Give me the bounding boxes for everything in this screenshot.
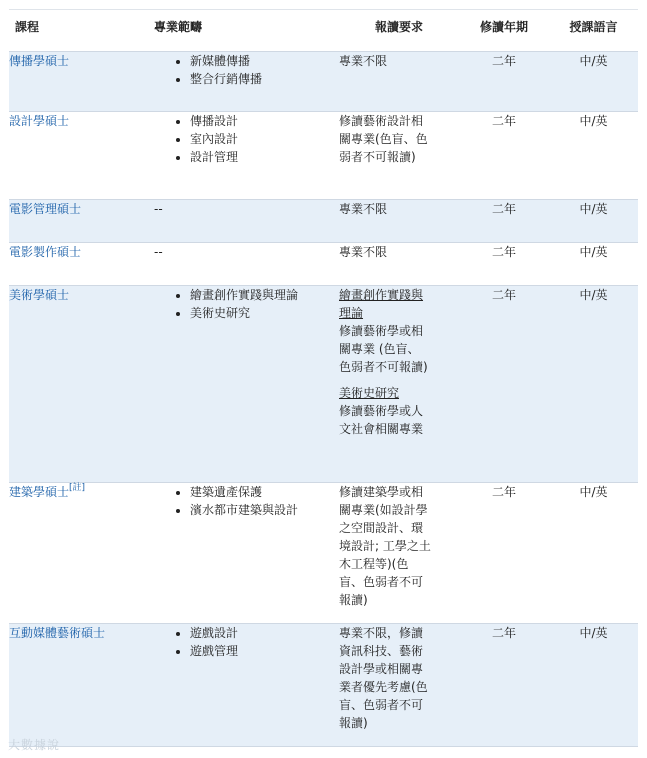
scope-cell [154,286,339,483]
years-cell: 二年 [459,286,549,483]
program-cell [9,112,154,200]
program-link-interactive-media[interactable]: 互動媒體藝術碩士 [9,626,106,640]
scope-item: • 傳播設計 [190,112,339,130]
requirements-cell [339,483,459,624]
program-cell [9,286,154,483]
requirement-text: 修讀藝術設計相關專業(色盲、色弱者不可報讀) [339,114,428,164]
language-cell: 中/英 [549,112,638,200]
scope-list [154,624,339,660]
scope-item: • 整合行銷傳播 [190,70,339,88]
program-link-film-production[interactable]: 電影製作碩士 [9,245,82,259]
program-link-film-management[interactable]: 電影管理碩士 [9,202,82,216]
requirements-cell [339,286,459,483]
requirement-text: 專業不限 [339,54,388,68]
program-cell [9,483,154,624]
requirements-cell [339,112,459,200]
scope-empty: -- [154,245,163,259]
header-row [9,10,638,52]
scope-list [154,52,339,88]
language-cell: 中/英 [549,243,638,286]
footnote-marker[interactable]: [註] [69,483,86,493]
program-cell [9,624,154,747]
program-link-fine-arts[interactable]: 美術學碩士 [9,288,70,302]
requirement-block [339,384,431,438]
requirement-text: 專業不限，修讀資訊科技、藝術設計學或相關專業者優先考慮(色盲、色弱者不可報讀) [339,626,428,730]
program-link-architecture[interactable]: 建築學碩士 [9,485,70,499]
requirement-subtitle: 美術史研究 [339,386,400,400]
requirement-text: 修讀藝術學或人文社會相關專業 [339,404,424,436]
language-cell: 中/英 [549,286,638,483]
scope-cell [154,243,339,286]
requirement-text: 修讀建築學或相關專業(如設計學之空間設計、環境設計; 工學之土木工程等)(色盲、色弱者不可報讀) [339,485,431,607]
scope-list [154,112,339,166]
header-years: 修讀年期 [459,10,549,52]
years-cell: 二年 [459,52,549,112]
requirements-cell [339,52,459,112]
years-cell: 二年 [459,200,549,243]
program-link-communication[interactable]: 傳播學碩士 [9,54,70,68]
table-row [9,112,638,200]
scope-empty: -- [154,202,163,216]
table-row [9,200,638,243]
scope-cell [154,112,339,200]
table-row [9,243,638,286]
language-cell: 中/英 [549,483,638,624]
requirements-cell [339,243,459,286]
header-program: 課程 [9,10,154,52]
requirement-block [339,286,431,376]
requirement-text: 專業不限 [339,202,388,216]
program-link-design[interactable]: 設計學碩士 [9,114,70,128]
years-cell: 二年 [459,483,549,624]
table-row [9,624,638,747]
scope-item: • 室內設計 [190,130,339,148]
requirement-subtitle: 繪畫創作實踐與理論 [339,288,424,320]
table-row [9,286,638,483]
scope-item: • 遊戲設計 [190,624,339,642]
table-row [9,52,638,112]
header-requirements: 報讀要求 [339,10,459,52]
header-scope: 專業範疇 [154,10,339,52]
header-language: 授課語言 [549,10,638,52]
program-cell [9,52,154,112]
years-cell: 二年 [459,243,549,286]
programs-table [9,9,638,747]
scope-item: • 建築遺產保護 [190,483,339,501]
program-cell [9,200,154,243]
watermark: 大數據說 [8,738,61,752]
years-cell: 二年 [459,112,549,200]
requirements-cell [339,200,459,243]
scope-item: • 繪畫創作實踐與理論 [190,286,339,304]
scope-item: • 遊戲管理 [190,642,339,660]
scope-cell [154,624,339,747]
scope-cell [154,200,339,243]
scope-item: • 美術史研究 [190,304,339,322]
scope-cell [154,52,339,112]
years-cell: 二年 [459,624,549,747]
scope-list [154,286,339,322]
scope-cell [154,483,339,624]
language-cell: 中/英 [549,52,638,112]
scope-list [154,483,339,519]
program-cell [9,243,154,286]
scope-item: • 新媒體傳播 [190,52,339,70]
table-row [9,483,638,624]
language-cell: 中/英 [549,624,638,747]
scope-item: • 設計管理 [190,148,339,166]
requirement-gap [339,376,459,384]
requirement-text: 修讀藝術學或相關專業 (色盲、色弱者不可報讀) [339,324,428,374]
requirement-text: 專業不限 [339,245,388,259]
requirements-cell [339,624,459,747]
language-cell: 中/英 [549,200,638,243]
scope-item: • 濱水都市建築與設計 [190,501,339,519]
